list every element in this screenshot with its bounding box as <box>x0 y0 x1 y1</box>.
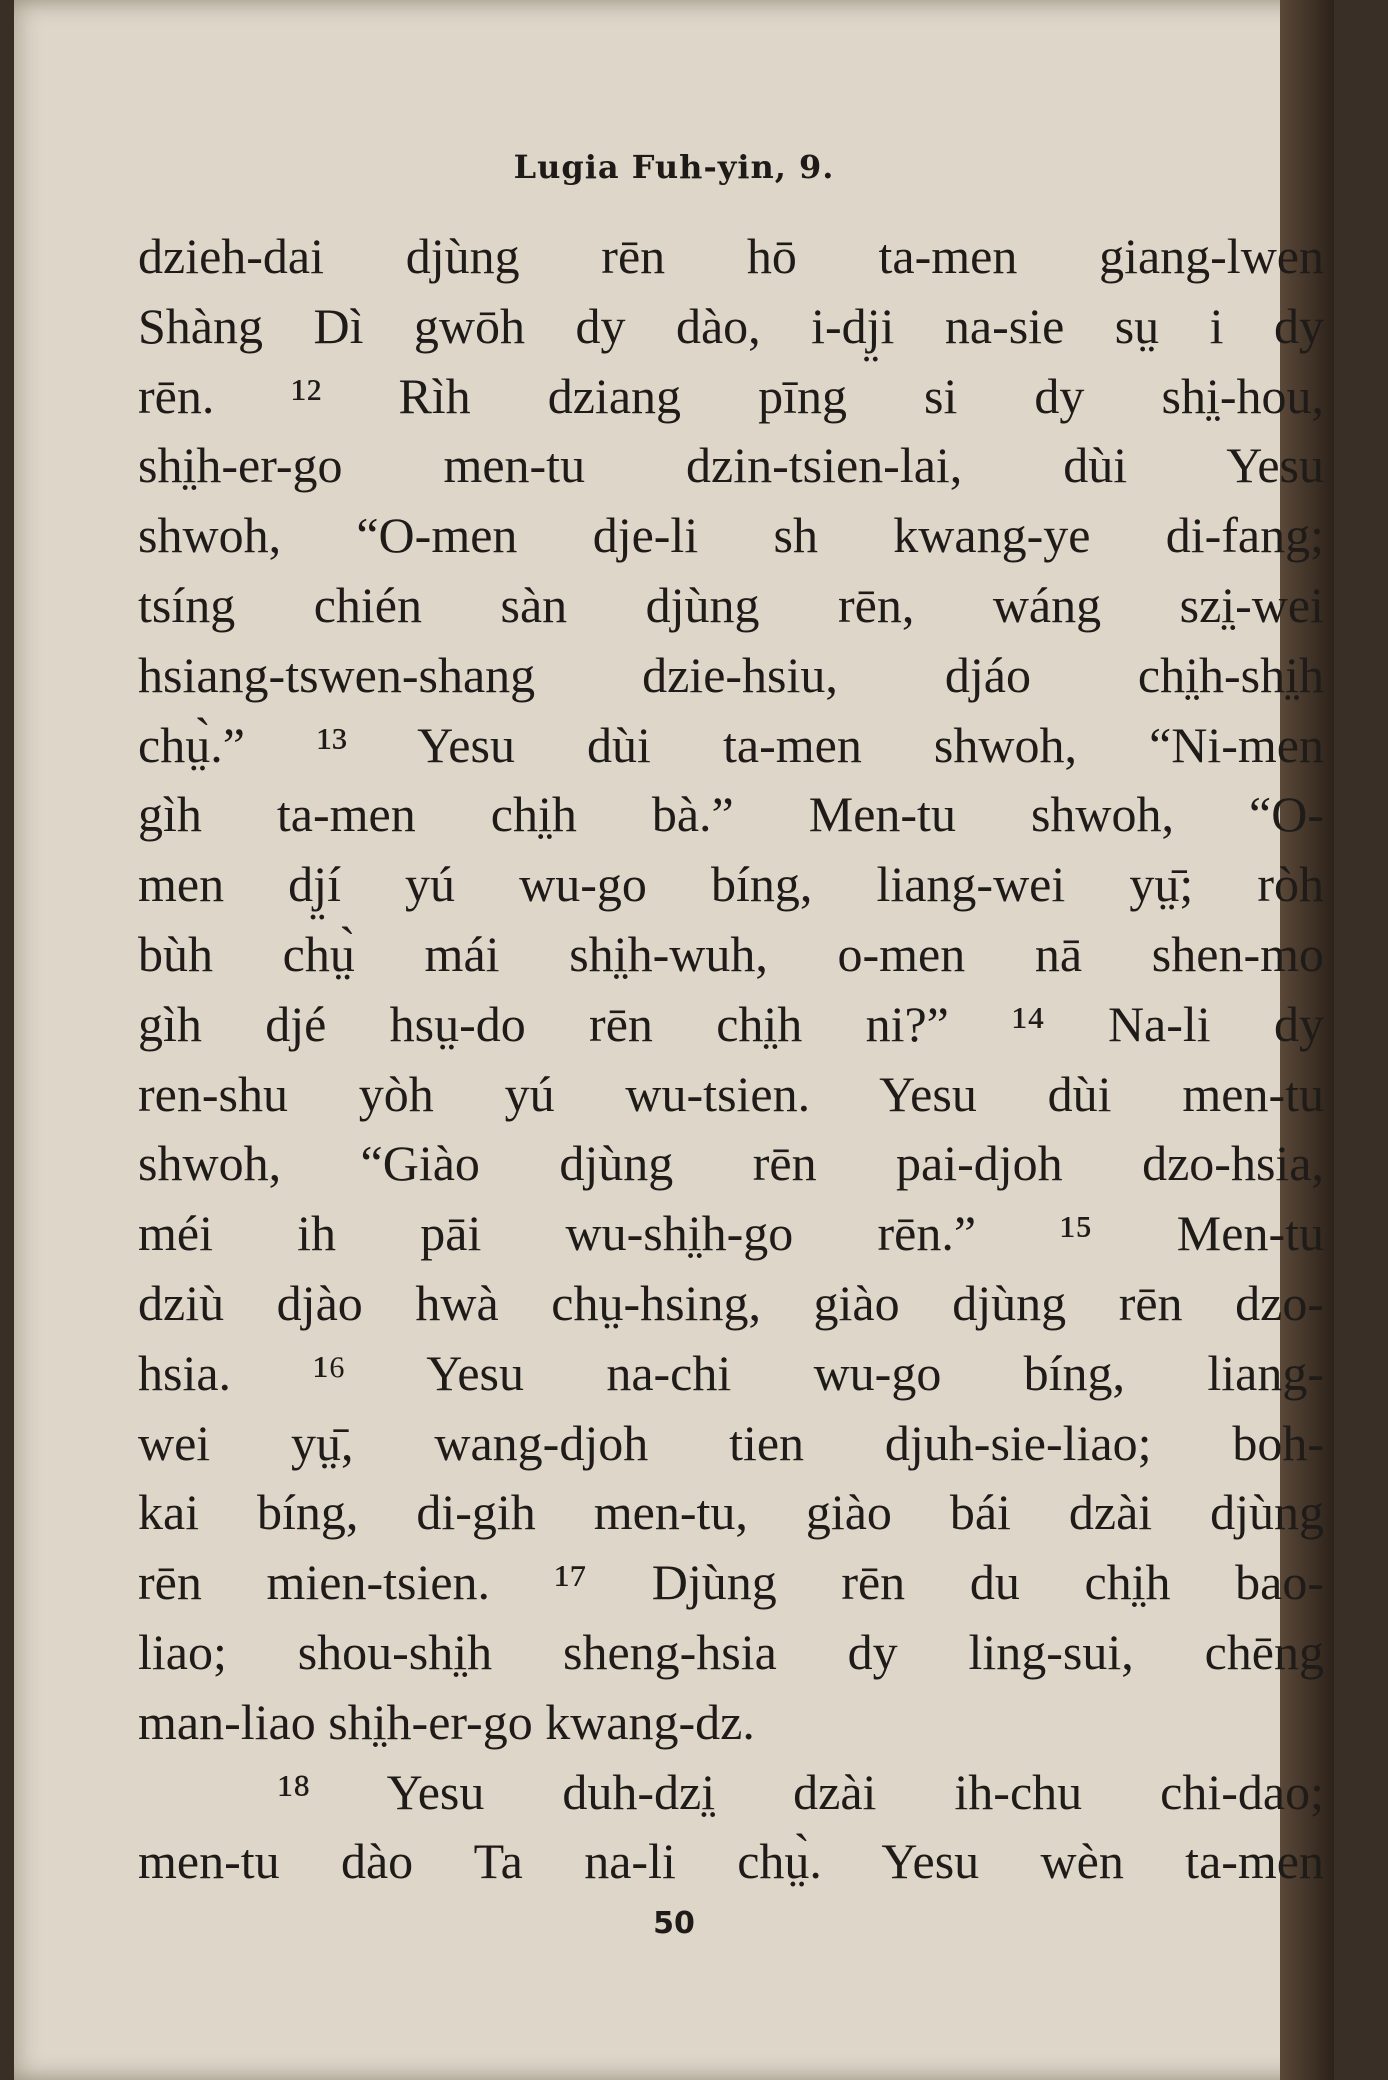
text-line: wei yṳ̄, wang-djoh tien djuh-sie-liao; boh- <box>138 1414 1324 1471</box>
text-line: shi̤h-er-go men-tu dzin-tsien-lai, dùi Yesu <box>138 437 1324 494</box>
text-line: men-tu dào Ta na-li chṳ̀. Yesu wèn ta-men <box>138 1833 1324 1890</box>
text-line: méi ih pāi wu-shi̤h-go rēn.” ¹⁵ Men-tu <box>138 1205 1324 1262</box>
book-page <box>14 0 1334 2080</box>
text-line: man-liao shi̤h-er-go kwang-dz. <box>138 1693 755 1750</box>
text-line: shwoh, “O-men dje-li sh kwang-ye di-fang; <box>138 507 1324 564</box>
body-text <box>138 222 1324 1897</box>
text-line: men dj̤í yú wu-go bíng, liang-wei yṳ̄; ròh <box>138 856 1324 913</box>
text-line: dzieh-dai djùng rēn hō ta-men giang-lwen <box>138 228 1324 284</box>
text-line: kai bíng, di-gih men-tu, giào bái dzài djùng <box>138 1484 1324 1541</box>
text-line: hsia. ¹⁶ Yesu na-chi wu-go bíng, liang- <box>138 1344 1324 1401</box>
text-line: bùh chṳ̀ mái shi̤h-wuh, o-men nā shen-mo <box>138 925 1324 982</box>
text-line: tsíng chién sàn djùng rēn, wáng szi̤-wei <box>138 576 1324 633</box>
text-line: gìh djé hsṳ-do rēn chi̤h ni?” ¹⁴ Na-li dy <box>138 995 1324 1052</box>
text-line: rēn mien-tsien. ¹⁷ Djùng rēn du chi̤h bao- <box>138 1554 1324 1611</box>
text-line: Shàng Dì gwōh dy dào, i-dj̤i na-sie sṳ i dy <box>138 297 1324 354</box>
text-line: chṳ̀.” ¹³ Yesu dùi ta-men shwoh, “Ni-men <box>138 716 1324 773</box>
text-line: rēn. ¹² Rìh dziang pīng si dy shi̤-hou, <box>138 367 1324 424</box>
text-line: ¹⁸ Yesu duh-dzi̤ dzài ih-chu chi-dao; <box>278 1763 1324 1820</box>
text-line: liao; shou-shi̤h sheng-hsia dy ling-sui, chēng <box>138 1623 1324 1680</box>
text-line: shwoh, “Giào djùng rēn pai-djoh dzo-hsia, <box>138 1135 1324 1192</box>
page-number: 50 <box>653 1906 695 1941</box>
text-line: gìh ta-men chi̤h bà.” Men-tu shwoh, “O- <box>138 786 1324 843</box>
text-line: dziù djào hwà chṳ-hsing, giào djùng rēn dzo- <box>138 1274 1324 1331</box>
running-header: Lugia Fuh-yin, 9. <box>513 148 835 186</box>
text-line: hsiang-tswen-shang dzie-hsiu, djáo chi̤h-shi̤h <box>138 646 1324 703</box>
text-line: ren-shu yòh yú wu-tsien. Yesu dùi men-tu <box>138 1065 1324 1122</box>
